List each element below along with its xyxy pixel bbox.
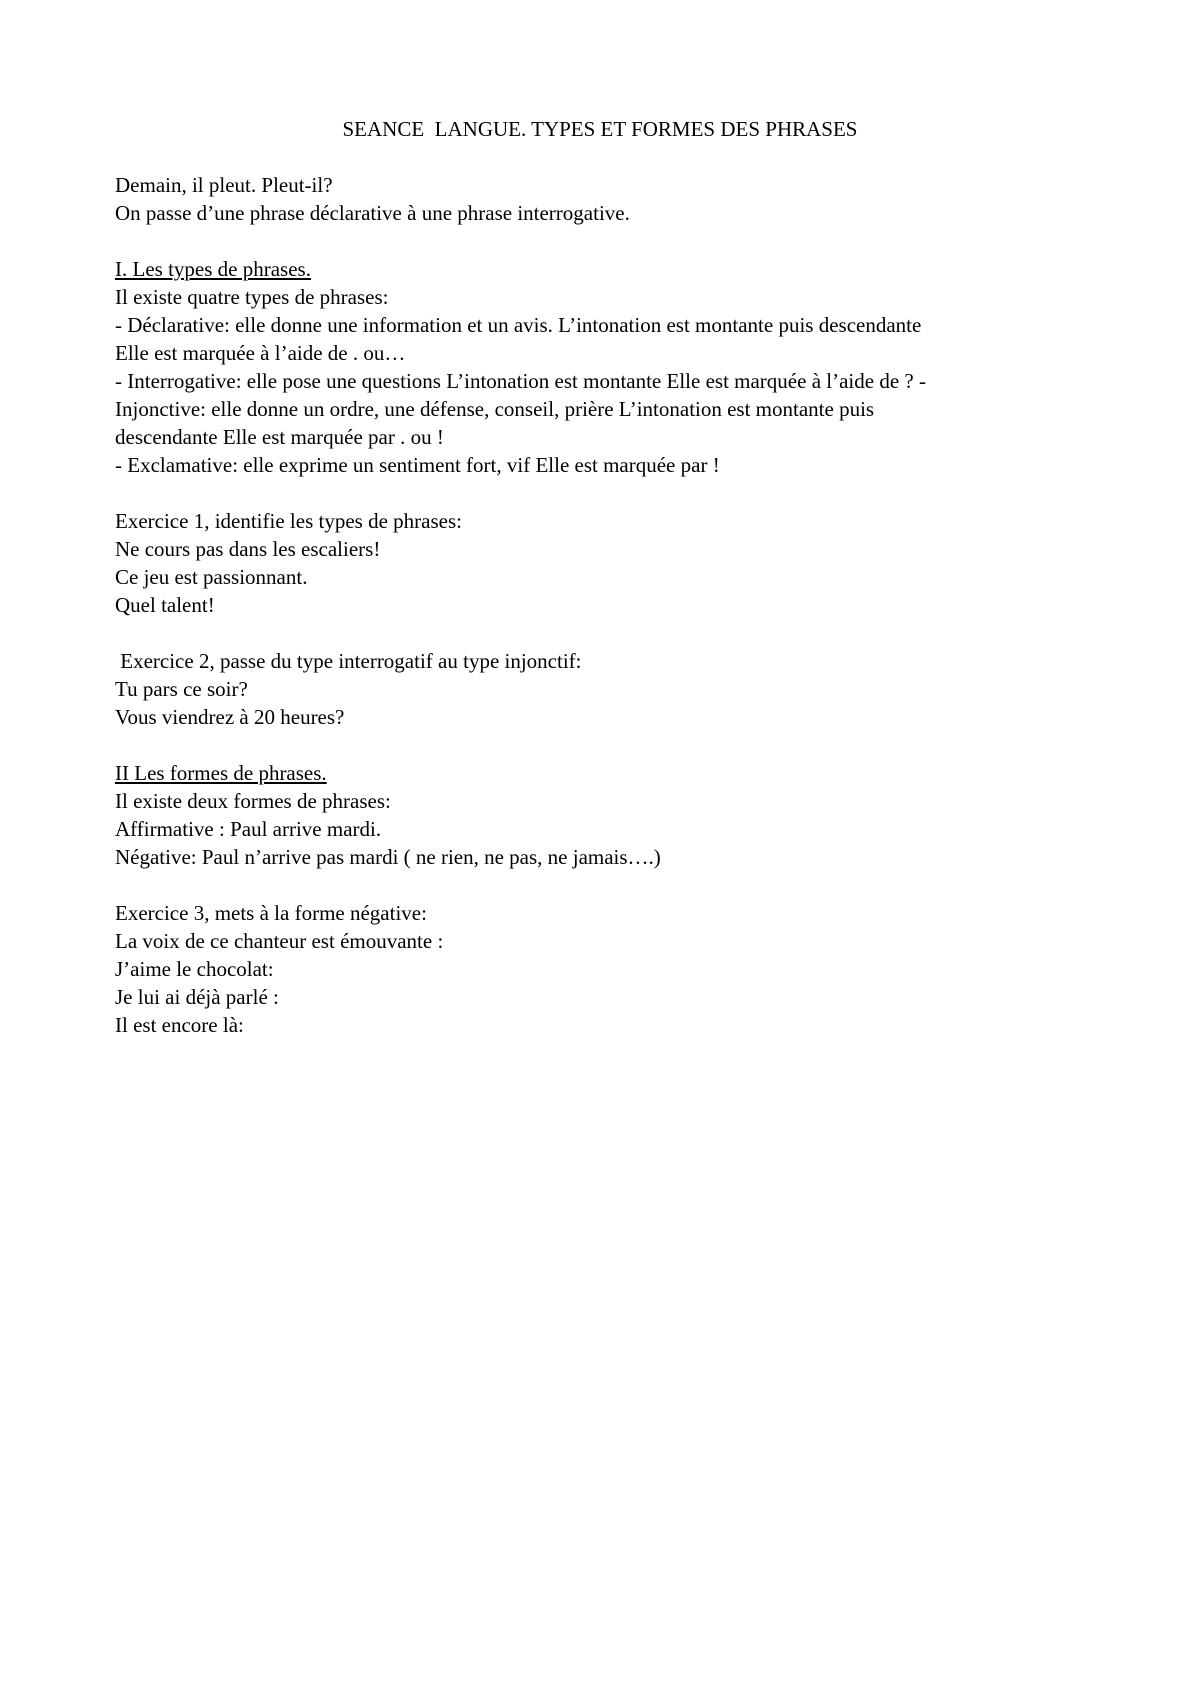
exercise-heading: Exercice 2, passe du type interrogatif au type injonctif: xyxy=(115,649,582,673)
exercise-line: Tu pars ce soir? xyxy=(115,677,248,701)
paragraph-gap xyxy=(115,731,1075,759)
document-title: SEANCE LANGUE. TYPES ET FORMES DES PHRASES xyxy=(342,117,858,141)
paragraph-gap xyxy=(115,227,1075,255)
exercise-heading: Exercice 1, identifie les types de phrases: xyxy=(115,509,462,533)
section-line: - Interrogative: elle pose une questions L’intonation est montante Elle est marquée à l’aide de ? - xyxy=(115,369,926,393)
document-body xyxy=(115,171,1075,1039)
section-line: Affirmative : Paul arrive mardi. xyxy=(115,817,382,841)
section-line: Injonctive: elle donne un ordre, une défense, conseil, prière L’intonation est montante puis xyxy=(115,397,875,421)
section-heading-types: I. Les types de phrases. xyxy=(115,257,311,281)
section-line: - Déclarative: elle donne une information et un avis. L’intonation est montante puis descendante xyxy=(115,313,922,337)
exercise-heading: Exercice 3, mets à la forme négative: xyxy=(115,901,427,925)
paragraph-gap xyxy=(115,871,1075,899)
section-line: - Exclamative: elle exprime un sentiment fort, vif Elle est marquée par ! xyxy=(115,453,720,477)
paragraph-gap xyxy=(115,479,1075,507)
section-line: Elle est marquée à l’aide de . ou… xyxy=(115,341,406,365)
intro-line: On passe d’une phrase déclarative à une phrase interrogative. xyxy=(115,201,630,225)
intro-line: Demain, il pleut. Pleut-il? xyxy=(115,173,333,197)
paragraph-gap xyxy=(115,619,1075,647)
exercise-line: Quel talent! xyxy=(115,593,215,617)
section-line: descendante Elle est marquée par . ou ! xyxy=(115,425,444,449)
section-line: Il existe deux formes de phrases: xyxy=(115,789,391,813)
exercise-line: J’aime le chocolat: xyxy=(115,957,274,981)
section-line: Négative: Paul n’arrive pas mardi ( ne rien, ne pas, ne jamais….) xyxy=(115,845,661,869)
exercise-line: Ne cours pas dans les escaliers! xyxy=(115,537,381,561)
exercise-line: Il est encore là: xyxy=(115,1013,244,1037)
section-line: Il existe quatre types de phrases: xyxy=(115,285,389,309)
exercise-line: Je lui ai déjà parlé : xyxy=(115,985,279,1009)
exercise-line: Ce jeu est passionnant. xyxy=(115,565,308,589)
exercise-line: La voix de ce chanteur est émouvante : xyxy=(115,929,444,953)
exercise-line: Vous viendrez à 20 heures? xyxy=(115,705,345,729)
section-heading-forms: II Les formes de phrases. xyxy=(115,761,327,785)
